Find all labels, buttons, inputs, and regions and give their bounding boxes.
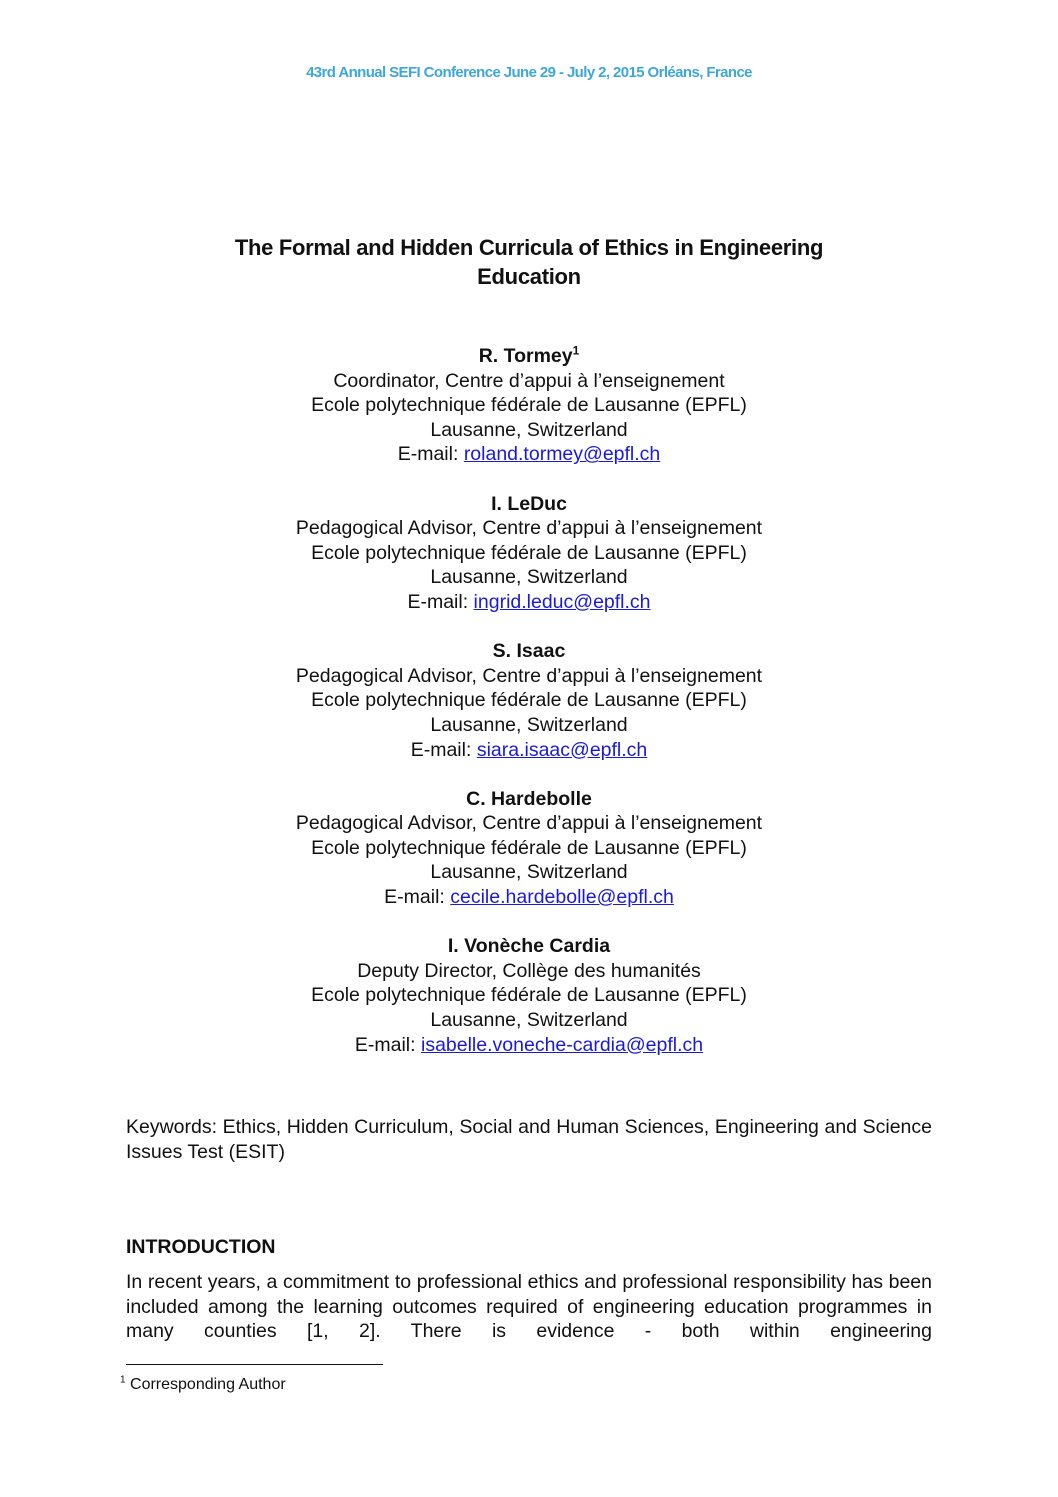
author-email-line — [0, 738, 1058, 763]
author-role: Pedagogical Advisor, Centre d’appui à l’enseignement — [295, 517, 763, 540]
author-block — [0, 787, 1058, 910]
author-block — [0, 639, 1058, 762]
author-block — [0, 492, 1058, 615]
author-list — [0, 344, 1058, 1082]
author-email-line — [0, 885, 1058, 910]
footnote — [120, 1376, 286, 1394]
email-link[interactable]: ingrid.leduc@epfl.ch — [473, 590, 651, 613]
author-email-line — [0, 590, 1058, 615]
author-block — [0, 934, 1058, 1057]
author-institution: Ecole polytechnique fédérale de Lausanne (EPFL) — [311, 984, 747, 1007]
email-link[interactable]: cecile.hardebolle@epfl.ch — [450, 886, 674, 909]
author-name — [0, 344, 1058, 369]
author-role: Pedagogical Advisor, Centre d’appui à l’enseignement — [295, 812, 763, 835]
author-location: Lausanne, Switzerland — [430, 418, 628, 441]
email-link[interactable]: isabelle.voneche-cardia@epfl.ch — [420, 1033, 704, 1056]
author-institution: Ecole polytechnique fédérale de Lausanne (EPFL) — [311, 836, 747, 859]
email-label: E-mail: — [384, 886, 451, 909]
paper-title-line-2: Education — [477, 264, 581, 289]
paper-title-line-1: The Formal and Hidden Curricula of Ethics in Engineering — [234, 235, 824, 260]
email-label: E-mail: — [397, 443, 464, 466]
author-institution: Ecole polytechnique fédérale de Lausanne (EPFL) — [311, 689, 747, 712]
email-label: E-mail: — [354, 1033, 421, 1056]
conference-header: 43rd Annual SEFI Conference June 29 - July 2, 2015 Orléans, France — [306, 64, 752, 81]
footnote-mark: 1 — [572, 343, 580, 358]
author-block — [0, 344, 1058, 467]
author-institution: Ecole polytechnique fédérale de Lausanne (EPFL) — [311, 541, 747, 564]
author-name-text: R. Tormey — [478, 345, 573, 367]
email-label: E-mail: — [407, 590, 474, 613]
author-email-line — [0, 1033, 1058, 1058]
email-link[interactable]: siara.isaac@epfl.ch — [476, 738, 648, 761]
paper-title — [129, 233, 929, 291]
author-email-line — [0, 442, 1058, 467]
author-name: I. LeDuc — [491, 492, 567, 515]
author-name: S. Isaac — [492, 640, 566, 663]
author-role: Pedagogical Advisor, Centre d’appui à l’enseignement — [295, 664, 763, 687]
author-location: Lausanne, Switzerland — [430, 861, 628, 884]
author-location: Lausanne, Switzerland — [430, 1009, 628, 1032]
footnote-divider — [126, 1364, 383, 1365]
introduction-paragraph: In recent years, a commitment to professional ethics and professional responsibility has been included among the learning outcomes required of engineering education programmes in many counties [1, 2]. There is evidence - both within engineering — [126, 1271, 932, 1343]
footnote-mark: 1 — [120, 1374, 126, 1386]
author-name: C. Hardebolle — [466, 787, 592, 810]
author-location: Lausanne, Switzerland — [430, 566, 628, 589]
section-heading-introduction: INTRODUCTION — [126, 1236, 276, 1258]
email-link[interactable]: roland.tormey@epfl.ch — [463, 443, 661, 466]
author-institution: Ecole polytechnique fédérale de Lausanne (EPFL) — [311, 394, 747, 417]
author-name: I. Vonèche Cardia — [447, 935, 611, 958]
keywords: Keywords: Ethics, Hidden Curriculum, Social and Human Sciences, Engineering and Science Issues Test (ESIT) — [126, 1116, 932, 1163]
author-location: Lausanne, Switzerland — [430, 713, 628, 736]
email-label: E-mail: — [410, 738, 477, 761]
footnote-text: Corresponding Author — [125, 1376, 286, 1393]
author-role: Deputy Director, Collège des humanités — [357, 959, 701, 982]
author-role: Coordinator, Centre d’appui à l’enseignement — [333, 369, 725, 392]
